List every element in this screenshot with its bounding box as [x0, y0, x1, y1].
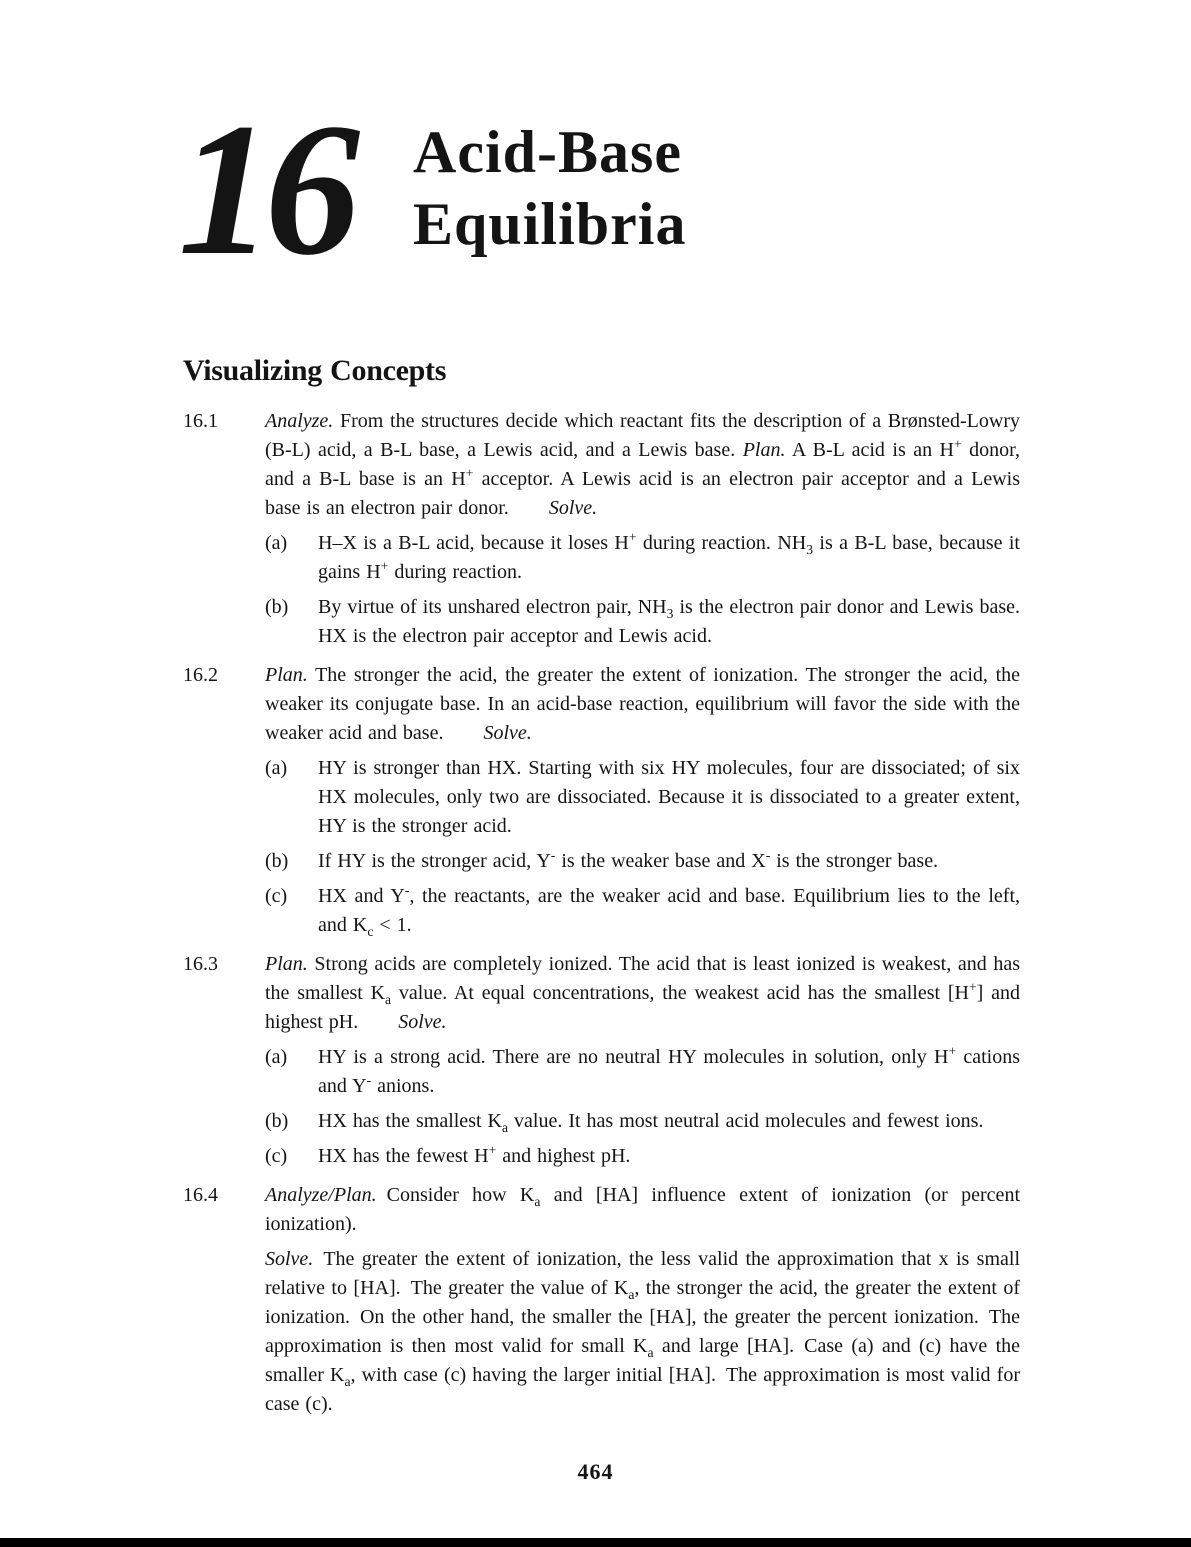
sub-item-text: HX has the smallest $K_a$ value. It has most neutral acid molecules and fewest ions. [318, 1110, 984, 1135]
sub-item [265, 1043, 1020, 1101]
problem-solve-paragraph: Solve. The greater the extent of ionization, the less valid the approximation that x is small relative to [HA]. The greater the value of $K_a$, the stronger the acid, the greater the extent of ionization. On the other hand, the smaller the [HA], the greater the percent ionization. The approximation is then most valid for small $K_a$ and large [HA]. Case (a) and (c) have the smaller $K_a$, with case (c) having the larger initial [HA]. The approximation is most valid for case (c). [265, 1248, 1021, 1415]
problem-16-3 [183, 950, 1020, 1171]
problem-intro: Analyze/Plan. Consider how $K_a$ and [HA] influence extent of ionization (or percent ionization). [265, 1184, 1020, 1235]
problem-number: 16.4 [183, 1184, 218, 1206]
section-heading: Visualizing Concepts [183, 354, 447, 387]
sub-item [265, 593, 1020, 651]
scan-edge-bottom [0, 1538, 1191, 1547]
chapter-number: 16 [178, 85, 352, 295]
problem-body [265, 407, 1020, 651]
sub-item-text: HX has the fewest H+ and highest pH. [318, 1142, 631, 1167]
chapter-title [413, 116, 686, 260]
problem-number: 16.3 [183, 953, 218, 975]
chapter-title-line2: Equilibria [413, 191, 687, 257]
sub-item-text: By virtue of its unshared electron pair, $NH_3$ is the electron pair donor and Lewis base. HX is the electron pair acceptor and Lewis acid. [318, 596, 1021, 647]
sub-item [265, 529, 1020, 587]
problem-body [265, 661, 1020, 940]
sub-item-text: HY is a strong acid. There are no neutral HY molecules in solution, only H+ cations and Y- anions. [318, 1043, 1020, 1097]
sub-item [265, 754, 1020, 841]
sub-item-label: (b) [265, 596, 289, 618]
sub-item-label: (a) [265, 757, 288, 779]
sub-item-text: If HY is the stronger acid, Y- is the weaker base and X- is the stronger base. [318, 847, 939, 872]
sub-item-label: (b) [265, 850, 289, 872]
problem-body [265, 1181, 1020, 1419]
problem-16-4 [183, 1181, 1020, 1419]
sub-item [265, 1142, 1020, 1171]
problem-intro: Analyze. From the structures decide which reactant fits the description of a Brønsted-Lowry (B-L) acid, a B-L base, a Lewis acid, and a Lewis base. Plan. A B-L acid is an H+ donor, and a B-L base is an H+ acceptor. A Lewis acid is an electron pair acceptor and a Lewis base is an electron pair donor. Solve. [265, 410, 1021, 519]
problem-number: 16.2 [183, 664, 218, 686]
sub-item-label: (c) [265, 1145, 288, 1167]
sub-item-label: (b) [265, 1110, 289, 1132]
problem-number: 16.1 [183, 410, 218, 432]
problem-body [265, 950, 1020, 1171]
problem-intro: Plan. Strong acids are completely ionized. The acid that is least ionized is weakest, and has the smallest $K_a$ value. At equal concentrations, the weakest acid has the smallest [H+] and highest pH. Solve. [265, 953, 1020, 1033]
page-number: 464 [577, 1459, 614, 1484]
sub-item-text: HX and Y-, the reactants, are the weaker acid and base. Equilibrium lies to the left, and $K_c < 1$. [318, 882, 1020, 939]
sub-item [265, 882, 1020, 940]
sub-item-label: (a) [265, 532, 288, 554]
sub-item-text: H–X is a B-L acid, because it loses H+ during reaction. $NH_3$ is a B-L base, because it gains H+ during reaction. [318, 529, 1020, 583]
sub-item-text: HY is stronger than HX. Starting with six HY molecules, four are dissociated; of six HX molecules, only two are dissociated. Because it is dissociated to a greater extent, HY is the stronger acid. [318, 757, 1020, 837]
problem-16-2 [183, 661, 1020, 940]
content-column [183, 354, 1020, 1429]
sub-item-label: (a) [265, 1046, 288, 1068]
sub-item [265, 847, 1020, 876]
sub-item [265, 1107, 1020, 1136]
chapter-header [0, 0, 1191, 300]
chapter-title-line1: Acid-Base [413, 119, 682, 185]
problem-intro: Plan. The stronger the acid, the greater the extent of ionization. The stronger the acid, the weaker its conjugate base. In an acid-base reaction, equilibrium will favor the side with the weaker acid and base. Solve. [265, 664, 1020, 744]
problem-16-1 [183, 407, 1020, 651]
sub-item-label: (c) [265, 885, 288, 907]
